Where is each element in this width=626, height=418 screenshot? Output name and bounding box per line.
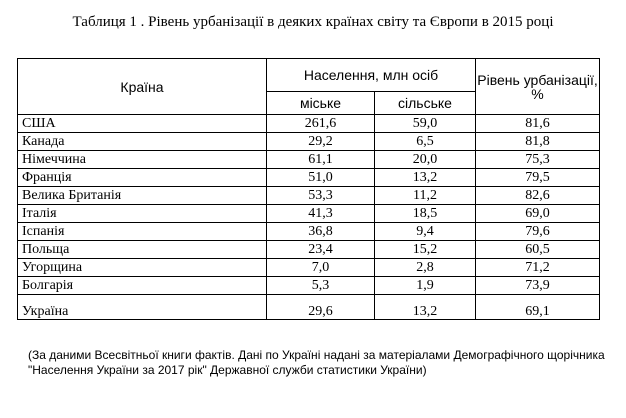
table-row: [18, 277, 600, 295]
cell-rate: 79,6: [476, 223, 600, 241]
cell-urban: 51,0: [267, 169, 375, 187]
table-row: [18, 187, 600, 205]
cell-rate: 81,8: [476, 133, 600, 151]
footnote-line: (За даними Всесвітньої книги фактів. Дані по Україні надані за матеріалами Демографічного щорічника: [28, 348, 605, 362]
cell-rural: 13,2: [375, 295, 476, 320]
cell-country: Німеччина: [18, 151, 267, 169]
cell-urban: 5,3: [267, 277, 375, 295]
table-row: [18, 259, 600, 277]
source-footnote: [28, 348, 618, 378]
cell-urban: 53,3: [267, 187, 375, 205]
cell-rate: 82,6: [476, 187, 600, 205]
cell-rate: 71,2: [476, 259, 600, 277]
cell-rate: 75,3: [476, 151, 600, 169]
table-row: [18, 295, 600, 320]
cell-country: Канада: [18, 133, 267, 151]
urbanization-table-container: [17, 58, 600, 320]
header-urban: міське: [267, 92, 375, 115]
urbanization-table: [17, 58, 600, 320]
header-rural: сільське: [375, 92, 476, 115]
cell-rural: 13,2: [375, 169, 476, 187]
table-title: Таблиця 1 . Рівень урбанізації в деяких країнах світу та Європи в 2015 році: [72, 14, 554, 30]
cell-country: Угорщина: [18, 259, 267, 277]
cell-country: Іспанія: [18, 223, 267, 241]
cell-urban: 29,6: [267, 295, 375, 320]
cell-rate: 69,1: [476, 295, 600, 320]
cell-country: Франція: [18, 169, 267, 187]
table-header-row: [18, 59, 600, 92]
cell-urban: 23,4: [267, 241, 375, 259]
table-row: [18, 241, 600, 259]
cell-rural: 18,5: [375, 205, 476, 223]
cell-rate: 73,9: [476, 277, 600, 295]
table-row: [18, 205, 600, 223]
cell-rural: 1,9: [375, 277, 476, 295]
cell-country: Польща: [18, 241, 267, 259]
cell-urban: 29,2: [267, 133, 375, 151]
cell-rate: 81,6: [476, 115, 600, 133]
cell-rural: 15,2: [375, 241, 476, 259]
cell-rural: 20,0: [375, 151, 476, 169]
cell-rate: 79,5: [476, 169, 600, 187]
cell-rate: 69,0: [476, 205, 600, 223]
cell-country: Болгарія: [18, 277, 267, 295]
cell-rural: 9,4: [375, 223, 476, 241]
footnote-line: "Населення України за 2017 рік" Державної служби статистики України): [28, 363, 427, 377]
table-row: [18, 133, 600, 151]
cell-country: США: [18, 115, 267, 133]
table-row: [18, 115, 600, 133]
cell-rural: 6,5: [375, 133, 476, 151]
cell-rural: 11,2: [375, 187, 476, 205]
header-population: Населення, млн осіб: [267, 59, 476, 92]
cell-country: Італія: [18, 205, 267, 223]
cell-urban: 261,6: [267, 115, 375, 133]
cell-rural: 2,8: [375, 259, 476, 277]
table-row: [18, 151, 600, 169]
cell-urban: 61,1: [267, 151, 375, 169]
cell-country: Велика Британія: [18, 187, 267, 205]
cell-rural: 59,0: [375, 115, 476, 133]
table-row: [18, 169, 600, 187]
cell-urban: 41,3: [267, 205, 375, 223]
header-urbanization: Рівень урбанізації, %: [476, 59, 600, 115]
cell-rate: 60,5: [476, 241, 600, 259]
header-country: Країна: [18, 59, 267, 115]
cell-urban: 7,0: [267, 259, 375, 277]
cell-country: Україна: [18, 295, 267, 320]
cell-urban: 36,8: [267, 223, 375, 241]
table-row: [18, 223, 600, 241]
